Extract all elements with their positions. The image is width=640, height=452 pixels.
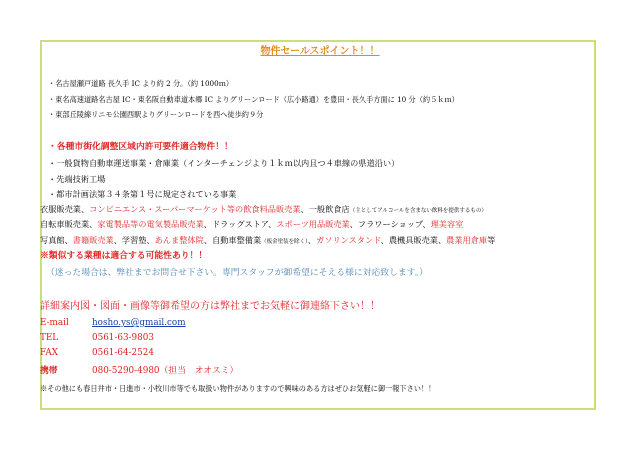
business-segment: 自転車販売業、 (40, 219, 98, 229)
business-segment: 等 (487, 235, 496, 245)
business-segment: 農業用倉庫 (446, 235, 488, 245)
zone-item-3: ・都市計画法第３４条第１号に規定されている事業 (48, 189, 237, 199)
business-segment: 、学習塾、 (113, 235, 155, 245)
business-segment: 理美容室 (430, 219, 464, 229)
access-line-1: ・名古屋瀬戸道路 長久手 IC より約 2 分。（約 1000ｍ） (48, 79, 234, 88)
consult-note: （迷った場合は、弊社までお問合せ下さい。専門スタッフが御希望にそえる様に対応致します。） (46, 268, 428, 278)
business-segment: スポーツ用品販売業 (276, 219, 350, 229)
business-segment: 、自動車整備業 (203, 235, 262, 245)
business-segment: あんま整体院 (154, 235, 204, 245)
mobile-label: 携帯 (40, 366, 58, 376)
business-segment: 、一般飲食店 (300, 204, 350, 214)
business-segment: 、農機具販売業、 (380, 235, 447, 245)
business-segment: 、ドラッグストア、 (203, 219, 277, 229)
mobile-number: 080-5290-4980（担当 オオスミ） (92, 366, 239, 376)
zone-item-2: ・先端技術工場 (48, 174, 106, 184)
business-segment: （板金塗装を除く） (261, 239, 308, 245)
business-segment: 写真館、 (40, 235, 73, 245)
tel-number: 0561-63-9803 (92, 333, 154, 343)
business-row-3 (40, 236, 495, 246)
fax-number: 0561-64-2524 (92, 348, 154, 358)
access-line-3: ・東部丘陵線リニモ公園西駅よりグリーンロードを西へ徒歩約９分 (48, 110, 264, 119)
business-segment: （主としてアルコールを含まない飲料を提供するもの） (349, 208, 487, 214)
similar-note: ※類似する業種は適合する可能性あり！！ (40, 251, 208, 261)
zone-item-1: ・一般貨物自動車運送事業・倉庫業（インターチェンジより１ｋｍ以内且つ４車線の県道沿い） (48, 158, 400, 168)
business-segment: ガソリンスタンド (316, 235, 381, 245)
business-row-1 (40, 205, 487, 215)
business-row-2 (40, 220, 463, 228)
email-link[interactable]: hosho.ys@gmail.com (92, 318, 186, 328)
business-segment: 書籍販売業 (72, 235, 114, 245)
contact-heading: 詳細案内図・図面・画像等御希望の方は弊社までお気軽に御連絡下さい！！ (40, 301, 380, 312)
business-segment: コンビニエンス・スーパーマーケット等の飲食料品販売業 (89, 204, 301, 214)
email-label: E-mail (40, 318, 69, 328)
business-segment: 、フラワーショップ、 (349, 219, 431, 229)
business-segment: 衣服販売業、 (40, 204, 90, 214)
business-segment: 、 (307, 235, 317, 245)
tel-label: TEL (40, 333, 59, 343)
footer-note: ※その他にも春日井市・日進市・小牧川市等でも取扱い物件がありますので興味のある方はぜひお気軽に御一報下さい！！ (40, 384, 436, 393)
zone-heading: ・各種市街化調整区域内許可要件適合物件！！ (48, 142, 233, 152)
business-segment: 家電製品等の電気製品販売業 (97, 219, 204, 229)
access-line-2: ・東名高速道路名古屋 IC・東名阪自動車道本郷 IC よりグリーンロード（広小路通）を豊田・長久手方面に 10 分（約５ｋｍ） (48, 95, 459, 104)
fax-label: FAX (40, 348, 58, 358)
page-title: 物件セールスポイント！！ (260, 46, 380, 57)
